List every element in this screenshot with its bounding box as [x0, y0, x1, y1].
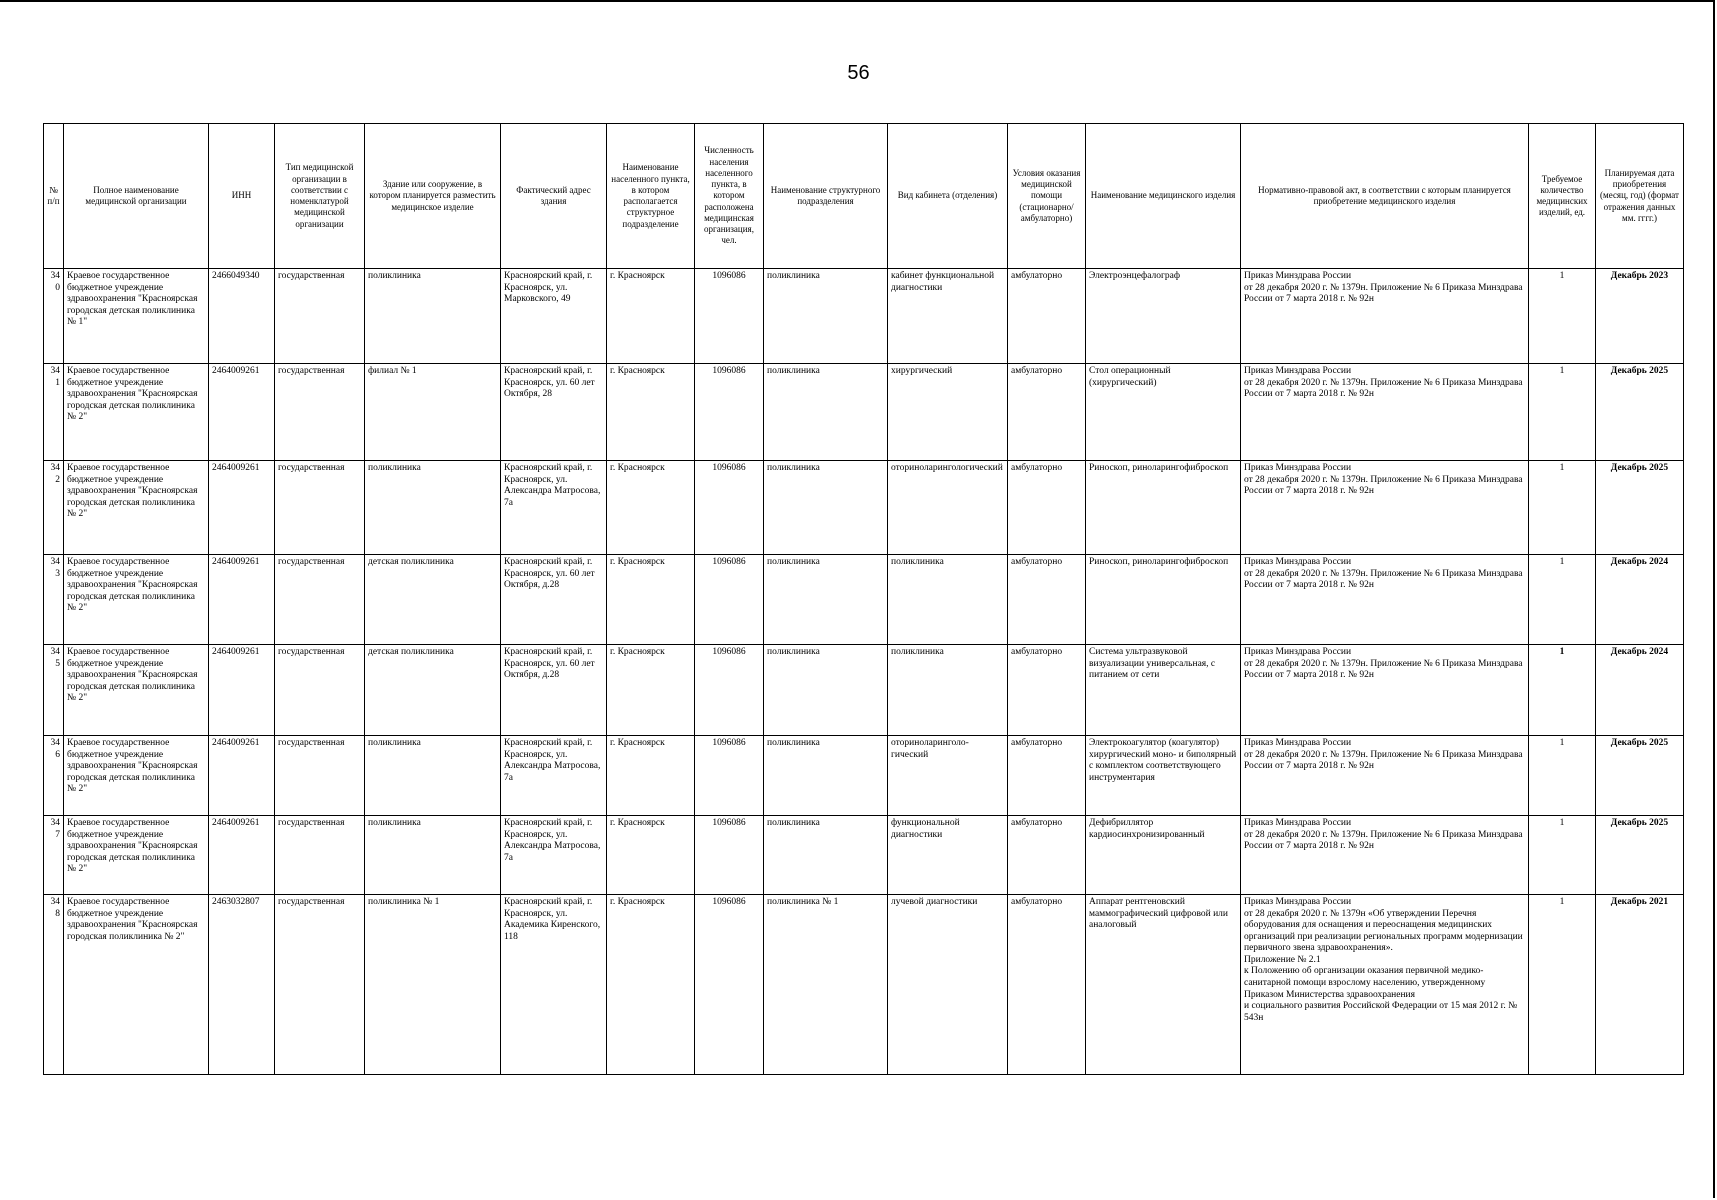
cell-conditions: амбулаторно	[1008, 555, 1086, 645]
table-row	[44, 269, 1684, 364]
cell-settlement: г. Красноярск	[607, 645, 695, 736]
cell-inn: 2464009261	[209, 555, 275, 645]
cell-address: Красноярский край, г. Красноярск, ул. 60 лет Октября, д.28	[501, 645, 607, 736]
header-cell-device: Наименование медицинского изделия	[1086, 124, 1241, 269]
cell-address: Красноярский край, г. Красноярск, ул. Александра Матросова, 7а	[501, 461, 607, 555]
cell-act: Приказ Минздрава России от 28 декабря 2020 г. № 1379н. Приложение № 6 Приказа Минздрава России от 7 марта 2018 г. № 92н	[1241, 736, 1529, 816]
header-cell-num: № п/п	[44, 124, 64, 269]
cell-org: Краевое государственное бюджетное учреждение здравоохранения "Красноярская городская детская поликлиника № 2"	[64, 645, 209, 736]
cell-org: Краевое государственное бюджетное учреждение здравоохранения "Красноярская городская детская поликлиника № 2"	[64, 555, 209, 645]
cell-act: Приказ Минздрава России от 28 декабря 2020 г. № 1379н. Приложение № 6 Приказа Минздрава России от 7 марта 2018 г. № 92н	[1241, 364, 1529, 461]
header-cell-settlement: Наименование населенного пункта, в котором располагается структурное подразделение	[607, 124, 695, 269]
cell-num: 340	[44, 269, 64, 364]
cell-settlement: г. Красноярск	[607, 736, 695, 816]
cell-unit: поликлиника	[764, 645, 888, 736]
cell-cabinet: лучевой диагностики	[888, 895, 1008, 1075]
page-number: 56	[847, 62, 870, 84]
cell-inn: 2464009261	[209, 816, 275, 895]
cell-device: Система ультразвуковой визуализации универсальная, с питанием от сети	[1086, 645, 1241, 736]
cell-inn: 2464009261	[209, 736, 275, 816]
cell-settlement: г. Красноярск	[607, 269, 695, 364]
equipment-registry-table	[43, 123, 1684, 1075]
cell-date: Декабрь 2025	[1596, 736, 1684, 816]
cell-num: 347	[44, 816, 64, 895]
table-row	[44, 816, 1684, 895]
cell-device: Электрокоагулятор (коагулятор) хирургический моно- и биполярный с комплектом соответствующего инструментария	[1086, 736, 1241, 816]
cell-org: Краевое государственное бюджетное учреждение здравоохранения "Красноярская городская детская поликлиника № 2"	[64, 364, 209, 461]
cell-type: государственная	[275, 895, 365, 1075]
cell-cabinet: функциональной диагностики	[888, 816, 1008, 895]
cell-building: поликлиника	[365, 461, 501, 555]
cell-qty: 1	[1529, 895, 1596, 1075]
cell-date: Декабрь 2025	[1596, 364, 1684, 461]
cell-org: Краевое государственное бюджетное учреждение здравоохранения "Красноярская городская детская поликлиника № 2"	[64, 461, 209, 555]
cell-org: Краевое государственное бюджетное учреждение здравоохранения "Красноярская городская поликлиника № 2"	[64, 895, 209, 1075]
cell-settlement: г. Красноярск	[607, 895, 695, 1075]
cell-inn: 2466049340	[209, 269, 275, 364]
cell-population: 1096086	[695, 364, 764, 461]
cell-date: Декабрь 2021	[1596, 895, 1684, 1075]
header-cell-cabinet: Вид кабинета (отделения)	[888, 124, 1008, 269]
cell-date: Декабрь 2025	[1596, 461, 1684, 555]
cell-building: поликлиника № 1	[365, 895, 501, 1075]
cell-type: государственная	[275, 816, 365, 895]
cell-building: поликлиника	[365, 736, 501, 816]
cell-address: Красноярский край, г. Красноярск, ул. Академика Киренского, 118	[501, 895, 607, 1075]
cell-unit: поликлиника	[764, 461, 888, 555]
cell-cabinet: кабинет функциональной диагностики	[888, 269, 1008, 364]
cell-type: государственная	[275, 269, 365, 364]
cell-population: 1096086	[695, 645, 764, 736]
cell-unit: поликлиника	[764, 736, 888, 816]
cell-num: 341	[44, 364, 64, 461]
cell-date: Декабрь 2024	[1596, 645, 1684, 736]
header-cell-address: Фактический адрес здания	[501, 124, 607, 269]
cell-device: Электроэнцефалограф	[1086, 269, 1241, 364]
cell-building: детская поликлиника	[365, 555, 501, 645]
header-cell-population: Численность населения населенного пункта, в котором расположена медицинская организация, чел.	[695, 124, 764, 269]
header-cell-type: Тип медицинской организации в соответствии с номенклатурой медицинской организации	[275, 124, 365, 269]
cell-conditions: амбулаторно	[1008, 461, 1086, 555]
table-row	[44, 555, 1684, 645]
header-cell-qty: Требуемое количество медицинских изделий, ед.	[1529, 124, 1596, 269]
header-cell-org: Полное наименование медицинской организации	[64, 124, 209, 269]
cell-unit: поликлиника № 1	[764, 895, 888, 1075]
cell-act: Приказ Минздрава России от 28 декабря 2020 г. № 1379н. Приложение № 6 Приказа Минздрава России от 7 марта 2018 г. № 92н	[1241, 645, 1529, 736]
header-cell-building: Здание или сооружение, в котором планируется разместить медицинское изделие	[365, 124, 501, 269]
cell-device: Риноскоп, риноларингофиброскоп	[1086, 461, 1241, 555]
cell-device: Дефибриллятор кардиосинхронизированный	[1086, 816, 1241, 895]
cell-cabinet: оториноларинголо-гический	[888, 736, 1008, 816]
cell-population: 1096086	[695, 895, 764, 1075]
cell-qty: 1	[1529, 555, 1596, 645]
cell-type: государственная	[275, 555, 365, 645]
table-row	[44, 364, 1684, 461]
cell-address: Красноярский край, г. Красноярск, ул. Марковского, 49	[501, 269, 607, 364]
cell-inn: 2464009261	[209, 364, 275, 461]
cell-population: 1096086	[695, 461, 764, 555]
cell-device: Риноскоп, риноларингофиброскоп	[1086, 555, 1241, 645]
cell-unit: поликлиника	[764, 816, 888, 895]
cell-address: Красноярский край, г. Красноярск, ул. Александра Матросова, 7а	[501, 736, 607, 816]
header-cell-act: Нормативно-правовой акт, в соответствии с которым планируется приобретение медицинского изделия	[1241, 124, 1529, 269]
cell-address: Красноярский край, г. Красноярск, ул. Александра Матросова, 7а	[501, 816, 607, 895]
header-cell-unit: Наименование структурного подразделения	[764, 124, 888, 269]
cell-qty: 1	[1529, 816, 1596, 895]
cell-num: 346	[44, 736, 64, 816]
cell-conditions: амбулаторно	[1008, 736, 1086, 816]
cell-num: 345	[44, 645, 64, 736]
cell-qty: 1	[1529, 269, 1596, 364]
cell-conditions: амбулаторно	[1008, 364, 1086, 461]
cell-conditions: амбулаторно	[1008, 816, 1086, 895]
header-cell-inn: ИНН	[209, 124, 275, 269]
cell-cabinet: поликлиника	[888, 555, 1008, 645]
header-row	[44, 124, 1684, 269]
cell-type: государственная	[275, 364, 365, 461]
table-row	[44, 736, 1684, 816]
cell-type: государственная	[275, 461, 365, 555]
cell-qty: 1	[1529, 736, 1596, 816]
cell-date: Декабрь 2023	[1596, 269, 1684, 364]
cell-conditions: амбулаторно	[1008, 269, 1086, 364]
cell-num: 343	[44, 555, 64, 645]
cell-date: Декабрь 2025	[1596, 816, 1684, 895]
cell-building: поликлиника	[365, 816, 501, 895]
cell-settlement: г. Красноярск	[607, 816, 695, 895]
cell-qty: 1	[1529, 461, 1596, 555]
table-row	[44, 645, 1684, 736]
cell-building: филиал № 1	[365, 364, 501, 461]
cell-population: 1096086	[695, 269, 764, 364]
cell-act: Приказ Минздрава России от 28 декабря 2020 г. № 1379н. Приложение № 6 Приказа Минздрава России от 7 марта 2018 г. № 92н	[1241, 555, 1529, 645]
cell-org: Краевое государственное бюджетное учреждение здравоохранения "Красноярская городская детская поликлиника № 2"	[64, 736, 209, 816]
cell-date: Декабрь 2024	[1596, 555, 1684, 645]
cell-address: Красноярский край, г. Красноярск, ул. 60 лет Октября, 28	[501, 364, 607, 461]
cell-type: государственная	[275, 736, 365, 816]
cell-settlement: г. Красноярск	[607, 364, 695, 461]
cell-population: 1096086	[695, 555, 764, 645]
cell-unit: поликлиника	[764, 555, 888, 645]
cell-qty: 1	[1529, 645, 1596, 736]
cell-num: 348	[44, 895, 64, 1075]
cell-org: Краевое государственное бюджетное учреждение здравоохранения "Красноярская городская детская поликлиника № 1"	[64, 269, 209, 364]
cell-inn: 2464009261	[209, 461, 275, 555]
cell-settlement: г. Красноярск	[607, 555, 695, 645]
cell-org: Краевое государственное бюджетное учреждение здравоохранения "Красноярская городская детская поликлиника № 2"	[64, 816, 209, 895]
cell-population: 1096086	[695, 816, 764, 895]
cell-cabinet: хирургический	[888, 364, 1008, 461]
cell-type: государственная	[275, 645, 365, 736]
cell-act: Приказ Минздрава России от 28 декабря 2020 г. № 1379н «Об утверждении Перечня оборудования для оснащения и переоснащения медицинских организаций при реализации региональных программ модернизации первичного звена здравоохранения». Приложение № 2.1 к Положению об организации оказания первичной медико-санитарной помощи взрослому населению, утвержденному Приказом Министерства здравоохранения и социального развития Российской Федерации от 15 мая 2012 г. № 543н	[1241, 895, 1529, 1075]
cell-act: Приказ Минздрава России от 28 декабря 2020 г. № 1379н. Приложение № 6 Приказа Минздрава России от 7 марта 2018 г. № 92н	[1241, 269, 1529, 364]
header-cell-date: Планируемая дата приобретения (месяц, год) (формат отражения данных мм. гггг.)	[1596, 124, 1684, 269]
cell-act: Приказ Минздрава России от 28 декабря 2020 г. № 1379н. Приложение № 6 Приказа Минздрава России от 7 марта 2018 г. № 92н	[1241, 816, 1529, 895]
cell-settlement: г. Красноярск	[607, 461, 695, 555]
cell-inn: 2463032807	[209, 895, 275, 1075]
cell-device: Аппарат рентгеновский маммографический цифровой или аналоговый	[1086, 895, 1241, 1075]
cell-act: Приказ Минздрава России от 28 декабря 2020 г. № 1379н. Приложение № 6 Приказа Минздрава России от 7 марта 2018 г. № 92н	[1241, 461, 1529, 555]
table-row	[44, 461, 1684, 555]
cell-building: детская поликлиника	[365, 645, 501, 736]
cell-qty: 1	[1529, 364, 1596, 461]
cell-population: 1096086	[695, 736, 764, 816]
cell-num: 342	[44, 461, 64, 555]
cell-conditions: амбулаторно	[1008, 645, 1086, 736]
cell-unit: поликлиника	[764, 364, 888, 461]
cell-conditions: амбулаторно	[1008, 895, 1086, 1075]
cell-unit: поликлиника	[764, 269, 888, 364]
header-cell-conditions: Условия оказания медицинской помощи (стационарно/ амбулаторно)	[1008, 124, 1086, 269]
cell-cabinet: оториноларингологический	[888, 461, 1008, 555]
cell-cabinet: поликлиника	[888, 645, 1008, 736]
cell-inn: 2464009261	[209, 645, 275, 736]
table-row	[44, 895, 1684, 1075]
cell-address: Красноярский край, г. Красноярск, ул. 60 лет Октября, д.28	[501, 555, 607, 645]
cell-building: поликлиника	[365, 269, 501, 364]
cell-device: Стол операционный (хирургический)	[1086, 364, 1241, 461]
